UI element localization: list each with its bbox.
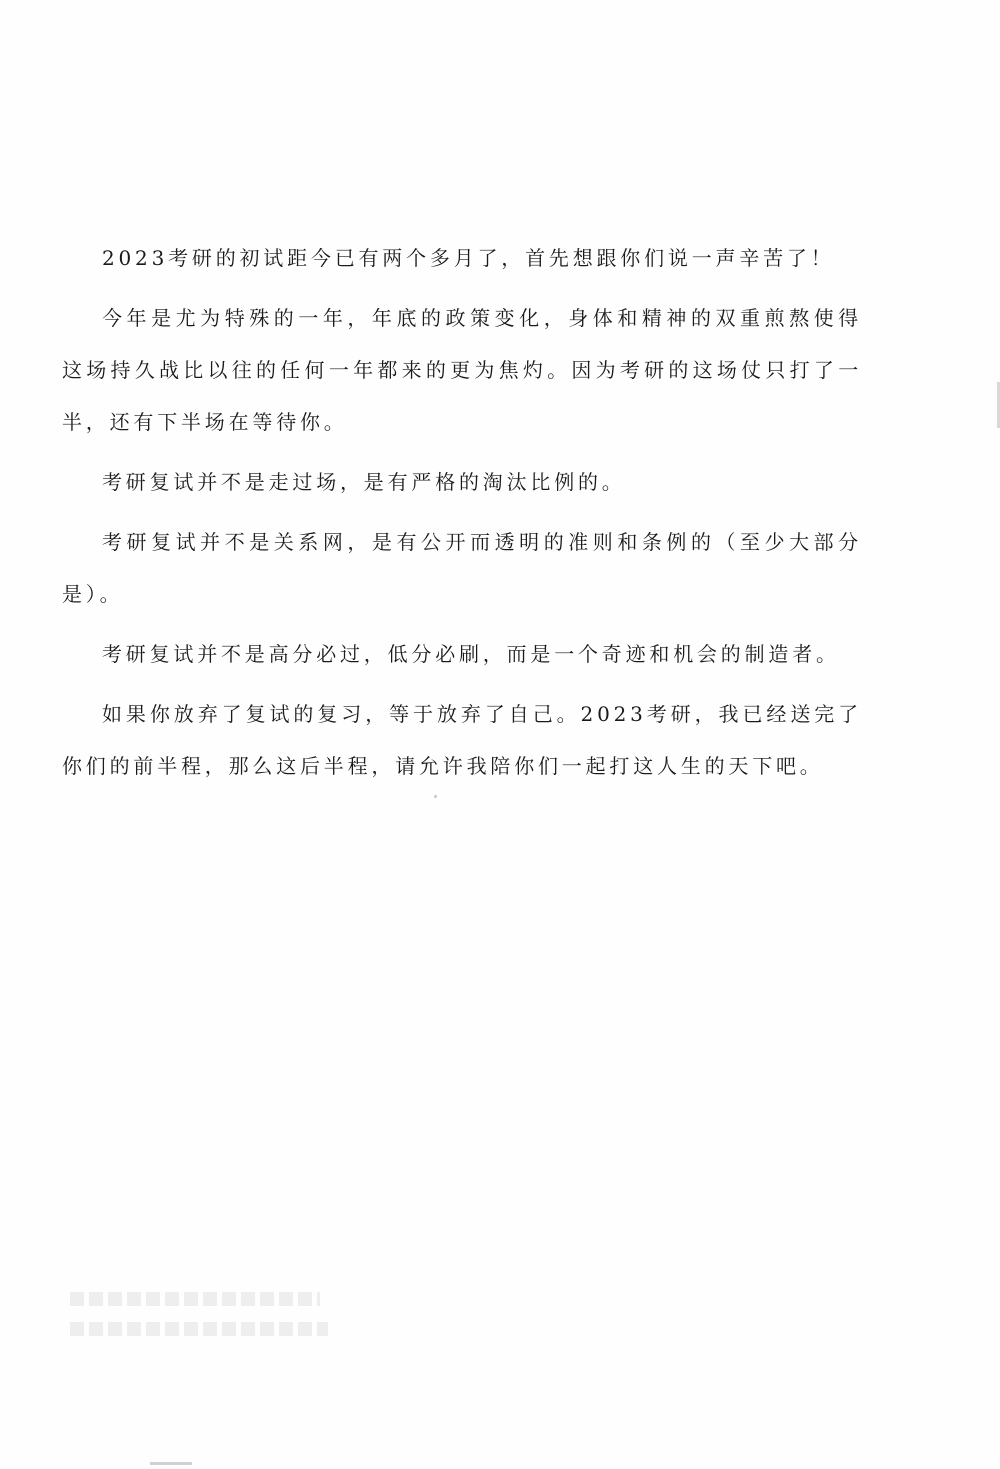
scan-speck: [434, 795, 437, 798]
bleed-through-text: [70, 1288, 330, 1346]
paragraph-3: 考研复试并不是走过场，是有严格的淘汰比例的。: [102, 470, 626, 494]
paragraph-1: 2023考研的初试距今已有两个多月了，首先想跟你们说一声辛苦了！: [102, 246, 835, 270]
paragraph-2: 今年是尤为特殊的一年，年底的政策变化，身体和精神的双重煎熬使得这场持久战比以往的任何一年都来的更为焦灼。因为考研的这场仗只打了一半，还有下半场在等待你。: [62, 306, 862, 434]
scan-bottom-mark: [150, 1462, 192, 1465]
paragraph-6: 如果你放弃了复试的复习，等于放弃了自己。2023考研，我已经送完了你们的前半程，那么这后半程，请允许我陪你们一起打这人生的天下吧。: [62, 702, 862, 778]
body-text: [62, 232, 862, 800]
paragraph-4: 考研复试并不是关系网，是有公开而透明的准则和条例的（至少大部分是）。: [62, 530, 862, 606]
paragraph-5: 考研复试并不是高分必过，低分必刷，而是一个奇迹和机会的制造者。: [102, 642, 840, 666]
